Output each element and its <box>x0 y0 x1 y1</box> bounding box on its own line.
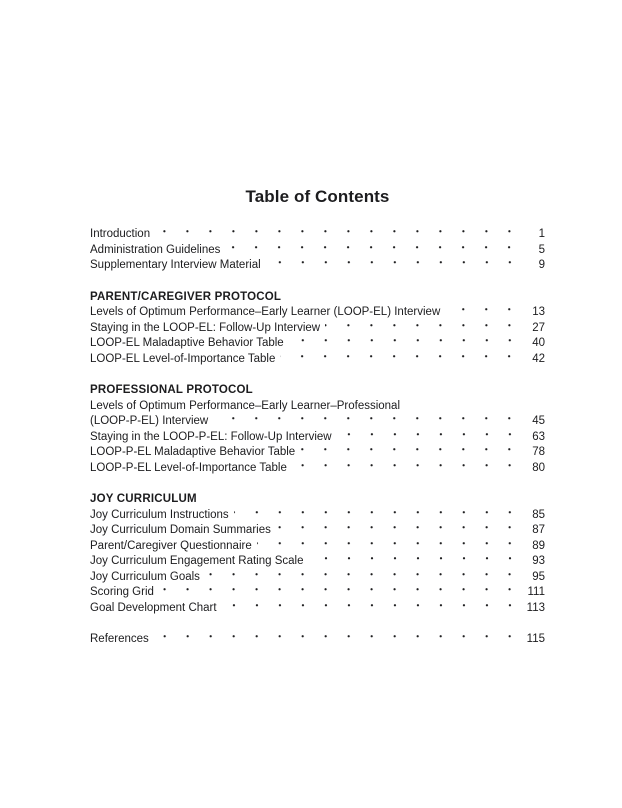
toc-section-heading: PROFESSIONAL PROTOCOL <box>90 384 253 396</box>
toc-entry-label: Parent/Caregiver Questionnaire <box>90 539 252 552</box>
dot-leader <box>289 336 522 352</box>
dot-leader <box>159 585 522 601</box>
toc-entry-page: 40 <box>532 337 545 349</box>
toc-entry-page: 78 <box>532 446 545 458</box>
dot-leader <box>405 399 522 415</box>
dot-leader <box>205 570 522 586</box>
toc-entry-label: Levels of Optimum Performance–Early Learner (LOOP-EL) Interview <box>90 306 441 318</box>
toc-entry <box>90 632 545 648</box>
toc-entry <box>90 523 545 539</box>
toc-entry-label: Supplementary Interview Material <box>90 259 261 271</box>
toc-section <box>90 290 545 368</box>
toc-section <box>90 632 545 648</box>
dot-leader <box>280 352 522 368</box>
toc-section <box>90 227 545 274</box>
toc-entry <box>90 227 545 243</box>
toc-entry-page: 85 <box>532 508 545 521</box>
dot-leader <box>276 523 522 539</box>
toc-entry-page: 113 <box>526 601 545 614</box>
toc-entry-label: Joy Curriculum Engagement Rating Scale <box>90 555 304 567</box>
toc-section-heading: JOY CURRICULUM <box>90 493 197 505</box>
toc-entry-label: Scoring Grid <box>90 586 154 598</box>
toc-entry <box>90 414 545 430</box>
toc-entry-page: 27 <box>532 321 545 334</box>
toc-entry <box>90 554 545 570</box>
toc-entry <box>90 461 545 477</box>
toc-entry <box>90 399 545 415</box>
dot-leader <box>300 445 522 461</box>
toc-entry-page: 9 <box>538 259 545 271</box>
toc-section <box>90 383 545 476</box>
toc-entry <box>90 539 545 555</box>
toc-entry-page: 93 <box>532 555 545 567</box>
toc-entry-page: 13 <box>532 306 545 318</box>
toc-entry <box>90 508 545 524</box>
toc-entry-label: Joy Curriculum Goals <box>90 570 200 583</box>
toc-section <box>90 492 545 616</box>
dot-leader <box>309 554 523 570</box>
page-title: Table of Contents <box>245 187 390 206</box>
toc-entry-page: 63 <box>532 430 545 443</box>
dot-leader <box>445 305 522 321</box>
toc-entry <box>90 305 545 321</box>
toc-entry <box>90 445 545 461</box>
toc-entry <box>90 585 545 601</box>
toc-entry <box>90 430 545 446</box>
toc-entry-page: 115 <box>526 633 545 645</box>
toc-entry-label: (LOOP-P-EL) Interview <box>90 415 209 427</box>
toc-entry-page: 87 <box>532 524 545 536</box>
toc-entry <box>90 321 545 337</box>
toc-section-heading: PARENT/CAREGIVER PROTOCOL <box>90 290 282 303</box>
dot-leader <box>266 258 522 274</box>
toc-entry-label: Joy Curriculum Domain Summaries <box>90 524 271 536</box>
toc-entry-page: 89 <box>532 539 545 552</box>
toc-entry-label: LOOP-P-EL Maladaptive Behavior Table <box>90 446 296 458</box>
dot-leader <box>234 508 522 524</box>
toc-entry-label: Levels of Optimum Performance–Early Learner–Professional <box>90 399 401 412</box>
toc-entry-label: LOOP-EL Maladaptive Behavior Table <box>90 337 284 349</box>
toc-entry <box>90 258 545 274</box>
dot-leader <box>225 243 522 259</box>
toc-list <box>90 227 545 648</box>
toc-entry-page: 45 <box>532 415 545 427</box>
toc-entry-page: 111 <box>527 586 545 598</box>
toc-entry-page: 1 <box>538 228 545 240</box>
toc-entry-label: Joy Curriculum Instructions <box>90 508 229 521</box>
dot-leader <box>325 321 522 337</box>
dot-leader <box>222 601 522 617</box>
toc-entry-label: LOOP-P-EL Level-of-Importance Table <box>90 461 287 474</box>
toc-entry-label: Administration Guidelines <box>90 243 221 256</box>
dot-leader <box>292 461 522 477</box>
dot-leader <box>337 430 522 446</box>
toc-entry-label: Goal Development Chart <box>90 601 217 614</box>
dot-leader <box>155 227 522 243</box>
toc-entry-page: 80 <box>532 461 545 474</box>
toc-entry <box>90 336 545 352</box>
toc-entry-page: 42 <box>532 352 545 365</box>
toc-entry-label: Staying in the LOOP-P-EL: Follow-Up Interview <box>90 430 332 443</box>
toc-entry-page: 5 <box>538 243 545 256</box>
toc-entry-label: Introduction <box>90 228 151 240</box>
dot-leader <box>154 632 522 648</box>
toc-entry-label: Staying in the LOOP-EL: Follow-Up Interview <box>90 321 321 334</box>
toc-entry <box>90 601 545 617</box>
dot-leader <box>257 539 522 555</box>
toc-entry-label: References <box>90 633 149 645</box>
toc-entry-label: LOOP-EL Level-of-Importance Table <box>90 352 276 365</box>
toc-entry-page: 95 <box>532 570 545 583</box>
toc-entry <box>90 352 545 368</box>
dot-leader <box>213 414 522 430</box>
toc-entry <box>90 570 545 586</box>
toc-entry <box>90 243 545 259</box>
